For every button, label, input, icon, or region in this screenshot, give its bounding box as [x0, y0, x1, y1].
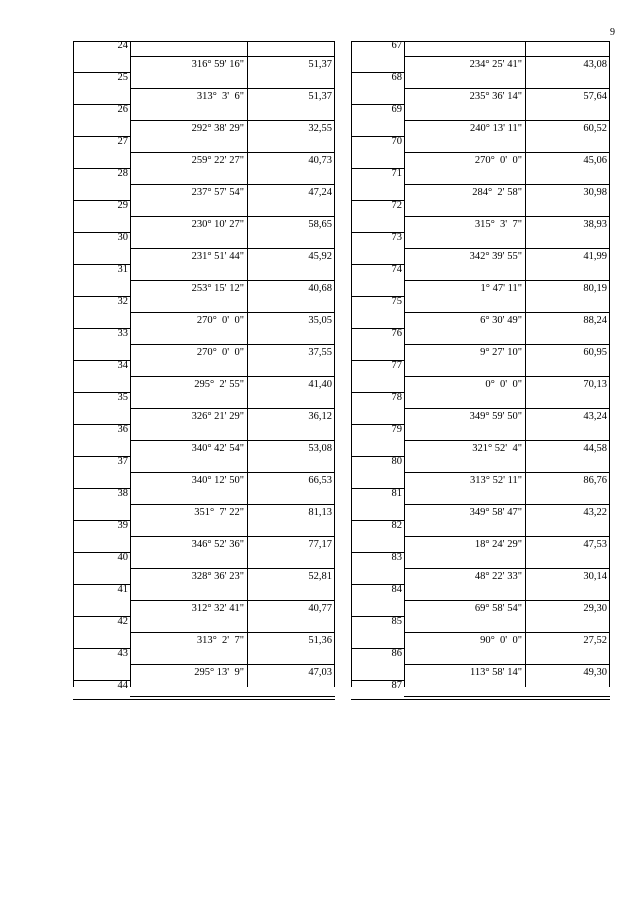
column-border [404, 41, 405, 687]
direction-angle: 292° 38' 29" [191, 123, 244, 134]
point-number: 68 [391, 72, 402, 83]
segment-row-border [130, 408, 335, 409]
direction-angle: 18° 24' 29" [474, 539, 522, 550]
segment-row-border [130, 376, 335, 377]
column-border [609, 41, 610, 687]
point-number: 31 [117, 264, 128, 275]
direction-angle: 328° 36' 23" [191, 571, 244, 582]
direction-angle: 270° 0' 0" [196, 347, 244, 358]
segment-row-border [404, 184, 610, 185]
segment-row-border [404, 344, 610, 345]
point-number: 39 [117, 520, 128, 531]
point-number: 26 [117, 104, 128, 115]
point-number: 40 [117, 552, 128, 563]
segment-row-border [404, 216, 610, 217]
segment-length: 47,24 [308, 187, 332, 198]
direction-angle: 270° 0' 0" [474, 155, 522, 166]
segment-length: 38,93 [583, 219, 607, 230]
point-number: 32 [117, 296, 128, 307]
point-number: 72 [391, 200, 402, 211]
point-number: 24 [117, 40, 128, 51]
direction-angle: 9° 27' 10" [480, 347, 522, 358]
segment-length: 58,65 [308, 219, 332, 230]
direction-angle: 315° 3' 7" [474, 219, 522, 230]
column-border [130, 41, 131, 687]
direction-angle: 295° 13' 9" [194, 667, 244, 678]
point-number: 86 [391, 648, 402, 659]
direction-angle: 295° 2' 55" [194, 379, 244, 390]
point-number: 29 [117, 200, 128, 211]
direction-angle: 240° 13' 11" [470, 123, 522, 134]
point-number: 87 [391, 680, 402, 691]
point-number: 28 [117, 168, 128, 179]
segment-row-border [404, 568, 610, 569]
segment-length: 86,76 [583, 475, 607, 486]
segment-length: 77,17 [308, 539, 332, 550]
point-number: 77 [391, 360, 402, 371]
segment-length: 57,64 [583, 91, 607, 102]
segment-row-border [130, 472, 335, 473]
segment-row-border [130, 56, 335, 57]
segment-length: 43,24 [583, 411, 607, 422]
segment-row-border [404, 248, 610, 249]
segment-length: 44,58 [583, 443, 607, 454]
segment-length: 32,55 [308, 123, 332, 134]
segment-length: 30,98 [583, 187, 607, 198]
segment-row-border [404, 472, 610, 473]
page-number: 9 [610, 27, 615, 38]
direction-angle: 342° 39' 55" [469, 251, 522, 262]
segment-row-border [404, 152, 610, 153]
direction-angle: 326° 21' 29" [191, 411, 244, 422]
segment-row-border [404, 504, 610, 505]
point-number: 81 [391, 488, 402, 499]
coordinates-table-right [351, 40, 610, 691]
segment-row-border [130, 216, 335, 217]
segment-length: 45,06 [583, 155, 607, 166]
coordinates-table-left [73, 40, 335, 691]
direction-angle: 351° 7' 22" [194, 507, 244, 518]
direction-angle: 235° 36' 14" [469, 91, 522, 102]
segment-length: 47,53 [583, 539, 607, 550]
point-number: 67 [391, 40, 402, 51]
segment-length: 81,13 [308, 507, 332, 518]
direction-angle: 312° 32' 41" [191, 603, 244, 614]
point-number: 73 [391, 232, 402, 243]
column-border [525, 41, 526, 687]
direction-angle: 1° 47' 11" [480, 283, 522, 294]
direction-angle: 231° 51' 44" [191, 251, 244, 262]
segment-length: 43,08 [583, 59, 607, 70]
segment-row-border [404, 600, 610, 601]
segment-length: 47,03 [308, 667, 332, 678]
point-number: 83 [391, 552, 402, 563]
point-number: 44 [117, 680, 128, 691]
segment-row-border [130, 664, 335, 665]
direction-angle: 284° 2' 58" [472, 187, 522, 198]
direction-angle: 253° 15' 12" [191, 283, 244, 294]
point-number: 82 [391, 520, 402, 531]
segment-length: 66,53 [308, 475, 332, 486]
segment-length: 49,30 [583, 667, 607, 678]
column-border [334, 41, 335, 687]
point-number: 27 [117, 136, 128, 147]
direction-angle: 69° 58' 54" [474, 603, 522, 614]
point-number: 69 [391, 104, 402, 115]
segment-row-border [404, 664, 610, 665]
direction-angle: 230° 10' 27" [191, 219, 244, 230]
segment-row-border [404, 376, 610, 377]
point-number: 74 [391, 264, 402, 275]
segment-length: 60,52 [583, 123, 607, 134]
segment-length: 70,13 [583, 379, 607, 390]
segment-row-border [404, 312, 610, 313]
point-number: 38 [117, 488, 128, 499]
direction-angle: 48° 22' 33" [474, 571, 522, 582]
point-number: 76 [391, 328, 402, 339]
segment-length: 88,24 [583, 315, 607, 326]
segment-row-border [404, 280, 610, 281]
point-number: 25 [117, 72, 128, 83]
table-bottom-border [73, 699, 335, 700]
segment-length: 52,81 [308, 571, 332, 582]
point-number: 85 [391, 616, 402, 627]
point-number: 42 [117, 616, 128, 627]
direction-angle: 321° 52' 4" [472, 443, 522, 454]
segment-length: 29,30 [583, 603, 607, 614]
segment-length: 30,14 [583, 571, 607, 582]
segment-row-border [130, 600, 335, 601]
segment-length: 51,36 [308, 635, 332, 646]
point-number: 33 [117, 328, 128, 339]
segment-row-border [130, 440, 335, 441]
segment-length: 27,52 [583, 635, 607, 646]
direction-angle: 90° 0' 0" [480, 635, 522, 646]
segment-length: 60,95 [583, 347, 607, 358]
direction-angle: 237° 57' 54" [191, 187, 244, 198]
segment-row-border [130, 344, 335, 345]
segment-length: 40,73 [308, 155, 332, 166]
column-border [247, 41, 248, 687]
segment-length: 53,08 [308, 443, 332, 454]
segment-row-border [130, 280, 335, 281]
segment-row-border [130, 696, 335, 697]
direction-angle: 313° 2' 7" [196, 635, 244, 646]
point-number: 80 [391, 456, 402, 467]
point-number: 34 [117, 360, 128, 371]
segment-row-border [130, 184, 335, 185]
segment-length: 35,05 [308, 315, 332, 326]
segment-row-border [404, 120, 610, 121]
segment-length: 45,92 [308, 251, 332, 262]
segment-length: 40,77 [308, 603, 332, 614]
segment-row-border [404, 408, 610, 409]
segment-row-border [130, 88, 335, 89]
point-number: 35 [117, 392, 128, 403]
direction-angle: 234° 25' 41" [469, 59, 522, 70]
segment-length: 41,40 [308, 379, 332, 390]
segment-row-border [130, 568, 335, 569]
direction-angle: 346° 52' 36" [191, 539, 244, 550]
point-number: 84 [391, 584, 402, 595]
point-number: 37 [117, 456, 128, 467]
segment-row-border [130, 632, 335, 633]
table-bottom-border [351, 699, 610, 700]
segment-row-border [404, 632, 610, 633]
direction-angle: 340° 12' 50" [191, 475, 244, 486]
segment-row-border [404, 440, 610, 441]
direction-angle: 313° 52' 11" [470, 475, 522, 486]
segment-row-border [130, 536, 335, 537]
direction-angle: 0° 0' 0" [485, 379, 522, 390]
segment-row-border [130, 120, 335, 121]
segment-row-border [404, 696, 610, 697]
point-number: 75 [391, 296, 402, 307]
direction-angle: 313° 3' 6" [196, 91, 244, 102]
segment-row-border [404, 88, 610, 89]
point-number: 78 [391, 392, 402, 403]
segment-length: 37,55 [308, 347, 332, 358]
direction-angle: 270° 0' 0" [196, 315, 244, 326]
segment-row-border [130, 312, 335, 313]
segment-length: 40,68 [308, 283, 332, 294]
segment-length: 80,19 [583, 283, 607, 294]
direction-angle: 349° 59' 50" [469, 411, 522, 422]
segment-row-border [130, 504, 335, 505]
direction-angle: 6° 30' 49" [480, 315, 522, 326]
segment-length: 36,12 [308, 411, 332, 422]
segment-length: 41,99 [583, 251, 607, 262]
direction-angle: 316° 59' 16" [191, 59, 244, 70]
direction-angle: 349° 58' 47" [469, 507, 522, 518]
point-number: 30 [117, 232, 128, 243]
segment-length: 43,22 [583, 507, 607, 518]
point-number: 71 [391, 168, 402, 179]
direction-angle: 259° 22' 27" [191, 155, 244, 166]
segment-row-border [130, 248, 335, 249]
segment-row-border [404, 536, 610, 537]
segment-length: 51,37 [308, 91, 332, 102]
point-number: 41 [117, 584, 128, 595]
point-number: 36 [117, 424, 128, 435]
point-number: 43 [117, 648, 128, 659]
segment-length: 51,37 [308, 59, 332, 70]
segment-row-border [130, 152, 335, 153]
segment-row-border [404, 56, 610, 57]
direction-angle: 340° 42' 54" [191, 443, 244, 454]
direction-angle: 113° 58' 14" [470, 667, 522, 678]
point-number: 70 [391, 136, 402, 147]
point-number: 79 [391, 424, 402, 435]
